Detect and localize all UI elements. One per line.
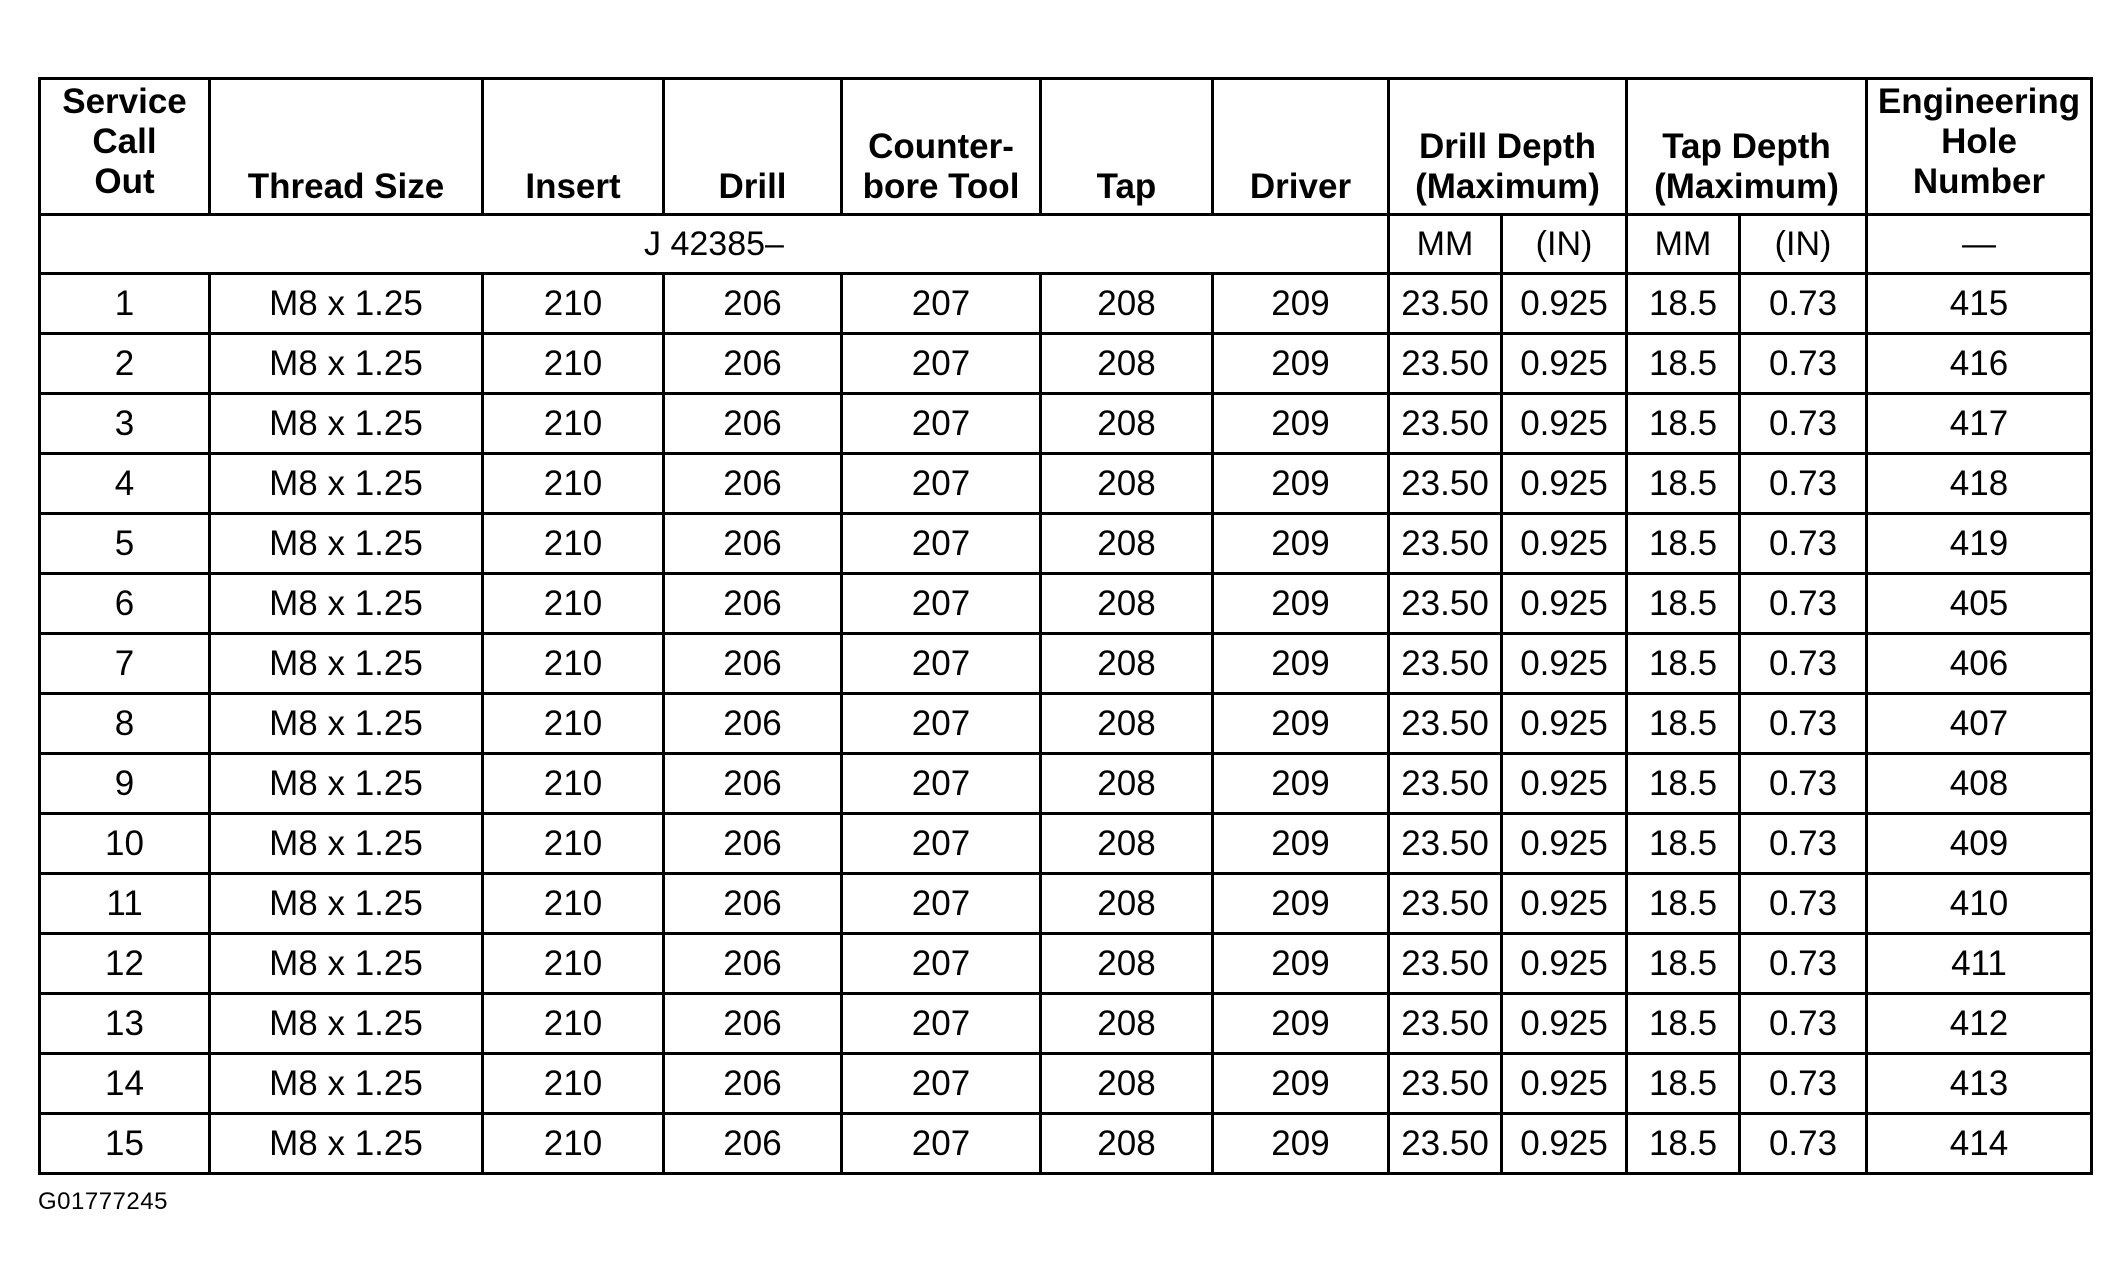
cell-drill-depth-mm: 23.50: [1389, 754, 1502, 814]
cell-counterbore-tool: 207: [842, 934, 1041, 994]
cell-service-call-out: 3: [40, 394, 210, 454]
cell-drill: 206: [664, 754, 842, 814]
cell-drill-depth-in: 0.925: [1502, 574, 1627, 634]
cell-drill: 206: [664, 934, 842, 994]
cell-drill: 206: [664, 814, 842, 874]
header-engineering-hole-number: Engineering Hole Number: [1867, 79, 2092, 215]
cell-thread-size: M8 x 1.25: [210, 1054, 483, 1114]
cell-tap-depth-in: 0.73: [1740, 454, 1867, 514]
table-row: [40, 394, 2092, 454]
cell-drill-depth-in: 0.925: [1502, 814, 1627, 874]
cell-counterbore-tool: 207: [842, 874, 1041, 934]
drill-depth-unit-in: (IN): [1502, 215, 1627, 274]
cell-driver: 209: [1213, 814, 1389, 874]
cell-counterbore-tool: 207: [842, 754, 1041, 814]
cell-service-call-out: 7: [40, 634, 210, 694]
cell-tap: 208: [1041, 934, 1213, 994]
cell-thread-size: M8 x 1.25: [210, 1114, 483, 1174]
cell-engineering-hole-number: 409: [1867, 814, 2092, 874]
cell-drill-depth-mm: 23.50: [1389, 814, 1502, 874]
hole-number-dash: —: [1867, 215, 2092, 274]
cell-driver: 209: [1213, 1054, 1389, 1114]
cell-tap: 208: [1041, 274, 1213, 334]
cell-driver: 209: [1213, 634, 1389, 694]
cell-tap-depth-mm: 18.5: [1627, 934, 1740, 994]
cell-engineering-hole-number: 418: [1867, 454, 2092, 514]
table-row: [40, 514, 2092, 574]
cell-driver: 209: [1213, 754, 1389, 814]
cell-drill: 206: [664, 1114, 842, 1174]
cell-drill: 206: [664, 634, 842, 694]
cell-drill: 206: [664, 334, 842, 394]
cell-tap-depth-mm: 18.5: [1627, 754, 1740, 814]
cell-tap-depth-in: 0.73: [1740, 934, 1867, 994]
cell-counterbore-tool: 207: [842, 994, 1041, 1054]
header-drill: Drill: [664, 79, 842, 215]
cell-thread-size: M8 x 1.25: [210, 514, 483, 574]
table-row: [40, 994, 2092, 1054]
cell-service-call-out: 12: [40, 934, 210, 994]
cell-driver: 209: [1213, 874, 1389, 934]
cell-drill-depth-in: 0.925: [1502, 994, 1627, 1054]
cell-tap-depth-in: 0.73: [1740, 394, 1867, 454]
cell-driver: 209: [1213, 394, 1389, 454]
table-row: [40, 874, 2092, 934]
cell-counterbore-tool: 207: [842, 334, 1041, 394]
cell-drill-depth-mm: 23.50: [1389, 1054, 1502, 1114]
cell-tap-depth-mm: 18.5: [1627, 334, 1740, 394]
cell-engineering-hole-number: 408: [1867, 754, 2092, 814]
cell-tap: 208: [1041, 694, 1213, 754]
cell-engineering-hole-number: 406: [1867, 634, 2092, 694]
cell-tap-depth-mm: 18.5: [1627, 994, 1740, 1054]
cell-drill-depth-in: 0.925: [1502, 334, 1627, 394]
cell-drill-depth-in: 0.925: [1502, 1114, 1627, 1174]
cell-tap-depth-in: 0.73: [1740, 274, 1867, 334]
table-body: [40, 274, 2092, 1174]
cell-service-call-out: 13: [40, 994, 210, 1054]
cell-counterbore-tool: 207: [842, 394, 1041, 454]
cell-drill-depth-in: 0.925: [1502, 514, 1627, 574]
table-row: [40, 574, 2092, 634]
cell-driver: 209: [1213, 694, 1389, 754]
cell-insert: 210: [483, 934, 664, 994]
cell-drill: 206: [664, 994, 842, 1054]
cell-drill-depth-mm: 23.50: [1389, 694, 1502, 754]
cell-service-call-out: 6: [40, 574, 210, 634]
cell-thread-size: M8 x 1.25: [210, 694, 483, 754]
figure-id: G01777245: [38, 1188, 168, 1215]
cell-tap-depth-mm: 18.5: [1627, 394, 1740, 454]
table-row: [40, 754, 2092, 814]
cell-tap-depth-mm: 18.5: [1627, 454, 1740, 514]
cell-tap-depth-in: 0.73: [1740, 694, 1867, 754]
cell-tap-depth-in: 0.73: [1740, 814, 1867, 874]
cell-thread-size: M8 x 1.25: [210, 454, 483, 514]
cell-drill-depth-mm: 23.50: [1389, 514, 1502, 574]
cell-insert: 210: [483, 334, 664, 394]
cell-drill-depth-in: 0.925: [1502, 1054, 1627, 1114]
cell-tap: 208: [1041, 454, 1213, 514]
header-counterbore-tool: Counter- bore Tool: [842, 79, 1041, 215]
cell-drill: 206: [664, 694, 842, 754]
cell-engineering-hole-number: 413: [1867, 1054, 2092, 1114]
cell-counterbore-tool: 207: [842, 514, 1041, 574]
table-row: [40, 814, 2092, 874]
cell-service-call-out: 1: [40, 274, 210, 334]
cell-tap: 208: [1041, 574, 1213, 634]
cell-drill-depth-in: 0.925: [1502, 694, 1627, 754]
cell-tap-depth-in: 0.73: [1740, 1114, 1867, 1174]
cell-engineering-hole-number: 405: [1867, 574, 2092, 634]
cell-tap-depth-mm: 18.5: [1627, 1114, 1740, 1174]
cell-thread-size: M8 x 1.25: [210, 634, 483, 694]
table-row: [40, 334, 2092, 394]
cell-drill-depth-mm: 23.50: [1389, 334, 1502, 394]
header-thread-size: Thread Size: [210, 79, 483, 215]
cell-insert: 210: [483, 874, 664, 934]
cell-insert: 210: [483, 754, 664, 814]
cell-drill: 206: [664, 454, 842, 514]
cell-thread-size: M8 x 1.25: [210, 394, 483, 454]
header-service-call-out: Service Call Out: [40, 79, 210, 215]
cell-driver: 209: [1213, 574, 1389, 634]
cell-insert: 210: [483, 274, 664, 334]
cell-drill: 206: [664, 514, 842, 574]
cell-service-call-out: 5: [40, 514, 210, 574]
header-row: [40, 79, 2092, 215]
cell-insert: 210: [483, 574, 664, 634]
cell-drill-depth-mm: 23.50: [1389, 1114, 1502, 1174]
cell-tap: 208: [1041, 754, 1213, 814]
tap-depth-unit-in: (IN): [1740, 215, 1867, 274]
header-insert: Insert: [483, 79, 664, 215]
cell-counterbore-tool: 207: [842, 1054, 1041, 1114]
cell-drill-depth-in: 0.925: [1502, 934, 1627, 994]
cell-tap: 208: [1041, 874, 1213, 934]
cell-drill-depth-in: 0.925: [1502, 634, 1627, 694]
cell-service-call-out: 14: [40, 1054, 210, 1114]
cell-driver: 209: [1213, 274, 1389, 334]
cell-tap-depth-in: 0.73: [1740, 574, 1867, 634]
cell-driver: 209: [1213, 454, 1389, 514]
cell-engineering-hole-number: 407: [1867, 694, 2092, 754]
cell-insert: 210: [483, 1114, 664, 1174]
cell-counterbore-tool: 207: [842, 274, 1041, 334]
cell-drill-depth-in: 0.925: [1502, 394, 1627, 454]
subheader-row: [40, 215, 2092, 274]
header-drill-depth: Drill Depth (Maximum): [1389, 79, 1627, 215]
cell-tap-depth-in: 0.73: [1740, 634, 1867, 694]
cell-tap-depth-in: 0.73: [1740, 334, 1867, 394]
cell-tap-depth-mm: 18.5: [1627, 874, 1740, 934]
table-row: [40, 454, 2092, 514]
cell-service-call-out: 2: [40, 334, 210, 394]
cell-drill-depth-mm: 23.50: [1389, 934, 1502, 994]
cell-drill-depth-mm: 23.50: [1389, 994, 1502, 1054]
cell-tap-depth-mm: 18.5: [1627, 634, 1740, 694]
cell-service-call-out: 9: [40, 754, 210, 814]
cell-service-call-out: 11: [40, 874, 210, 934]
cell-insert: 210: [483, 454, 664, 514]
cell-tap: 208: [1041, 994, 1213, 1054]
cell-engineering-hole-number: 412: [1867, 994, 2092, 1054]
cell-tap-depth-mm: 18.5: [1627, 694, 1740, 754]
cell-engineering-hole-number: 411: [1867, 934, 2092, 994]
cell-tap-depth-in: 0.73: [1740, 874, 1867, 934]
cell-drill: 206: [664, 574, 842, 634]
cell-tap-depth-in: 0.73: [1740, 994, 1867, 1054]
cell-engineering-hole-number: 414: [1867, 1114, 2092, 1174]
cell-service-call-out: 8: [40, 694, 210, 754]
table-row: [40, 694, 2092, 754]
cell-tap-depth-in: 0.73: [1740, 754, 1867, 814]
cell-counterbore-tool: 207: [842, 454, 1041, 514]
cell-thread-size: M8 x 1.25: [210, 334, 483, 394]
cell-thread-size: M8 x 1.25: [210, 934, 483, 994]
cell-insert: 210: [483, 634, 664, 694]
cell-driver: 209: [1213, 934, 1389, 994]
cell-drill-depth-mm: 23.50: [1389, 454, 1502, 514]
cell-engineering-hole-number: 415: [1867, 274, 2092, 334]
cell-driver: 209: [1213, 994, 1389, 1054]
cell-thread-size: M8 x 1.25: [210, 994, 483, 1054]
cell-insert: 210: [483, 394, 664, 454]
cell-drill: 206: [664, 874, 842, 934]
tool-prefix: J 42385–: [40, 215, 1389, 274]
cell-drill-depth-in: 0.925: [1502, 454, 1627, 514]
cell-tap-depth-mm: 18.5: [1627, 1054, 1740, 1114]
cell-counterbore-tool: 207: [842, 1114, 1041, 1174]
cell-drill-depth-mm: 23.50: [1389, 634, 1502, 694]
cell-drill-depth-in: 0.925: [1502, 754, 1627, 814]
cell-tap-depth-mm: 18.5: [1627, 814, 1740, 874]
cell-tap: 208: [1041, 334, 1213, 394]
table-row: [40, 1114, 2092, 1174]
cell-insert: 210: [483, 1054, 664, 1114]
cell-engineering-hole-number: 410: [1867, 874, 2092, 934]
cell-insert: 210: [483, 814, 664, 874]
cell-thread-size: M8 x 1.25: [210, 574, 483, 634]
header-tap: Tap: [1041, 79, 1213, 215]
cell-counterbore-tool: 207: [842, 814, 1041, 874]
cell-driver: 209: [1213, 334, 1389, 394]
cell-drill-depth-in: 0.925: [1502, 274, 1627, 334]
cell-thread-size: M8 x 1.25: [210, 814, 483, 874]
cell-engineering-hole-number: 419: [1867, 514, 2092, 574]
table-row: [40, 934, 2092, 994]
cell-drill-depth-mm: 23.50: [1389, 394, 1502, 454]
cell-drill-depth-mm: 23.50: [1389, 274, 1502, 334]
cell-tap-depth-mm: 18.5: [1627, 514, 1740, 574]
cell-tap: 208: [1041, 1054, 1213, 1114]
cell-service-call-out: 15: [40, 1114, 210, 1174]
cell-drill-depth-in: 0.925: [1502, 874, 1627, 934]
cell-driver: 209: [1213, 514, 1389, 574]
cell-tap-depth-in: 0.73: [1740, 514, 1867, 574]
cell-counterbore-tool: 207: [842, 694, 1041, 754]
cell-engineering-hole-number: 416: [1867, 334, 2092, 394]
cell-insert: 210: [483, 994, 664, 1054]
cell-tap-depth-mm: 18.5: [1627, 574, 1740, 634]
cell-drill: 206: [664, 274, 842, 334]
cell-tap: 208: [1041, 1114, 1213, 1174]
thread-repair-spec-table: [38, 77, 2093, 1175]
cell-thread-size: M8 x 1.25: [210, 874, 483, 934]
cell-insert: 210: [483, 694, 664, 754]
cell-drill-depth-mm: 23.50: [1389, 574, 1502, 634]
cell-tap-depth-in: 0.73: [1740, 1054, 1867, 1114]
cell-engineering-hole-number: 417: [1867, 394, 2092, 454]
cell-drill: 206: [664, 394, 842, 454]
table-row: [40, 634, 2092, 694]
cell-service-call-out: 4: [40, 454, 210, 514]
cell-tap: 208: [1041, 814, 1213, 874]
table-row: [40, 274, 2092, 334]
cell-insert: 210: [483, 514, 664, 574]
header-tap-depth: Tap Depth (Maximum): [1627, 79, 1867, 215]
cell-driver: 209: [1213, 1114, 1389, 1174]
table-row: [40, 1054, 2092, 1114]
tap-depth-unit-mm: MM: [1627, 215, 1740, 274]
cell-drill: 206: [664, 1054, 842, 1114]
cell-tap: 208: [1041, 394, 1213, 454]
cell-thread-size: M8 x 1.25: [210, 754, 483, 814]
cell-tap: 208: [1041, 514, 1213, 574]
cell-tap: 208: [1041, 634, 1213, 694]
cell-service-call-out: 10: [40, 814, 210, 874]
cell-tap-depth-mm: 18.5: [1627, 274, 1740, 334]
cell-drill-depth-mm: 23.50: [1389, 874, 1502, 934]
cell-thread-size: M8 x 1.25: [210, 274, 483, 334]
header-driver: Driver: [1213, 79, 1389, 215]
cell-counterbore-tool: 207: [842, 634, 1041, 694]
drill-depth-unit-mm: MM: [1389, 215, 1502, 274]
cell-counterbore-tool: 207: [842, 574, 1041, 634]
